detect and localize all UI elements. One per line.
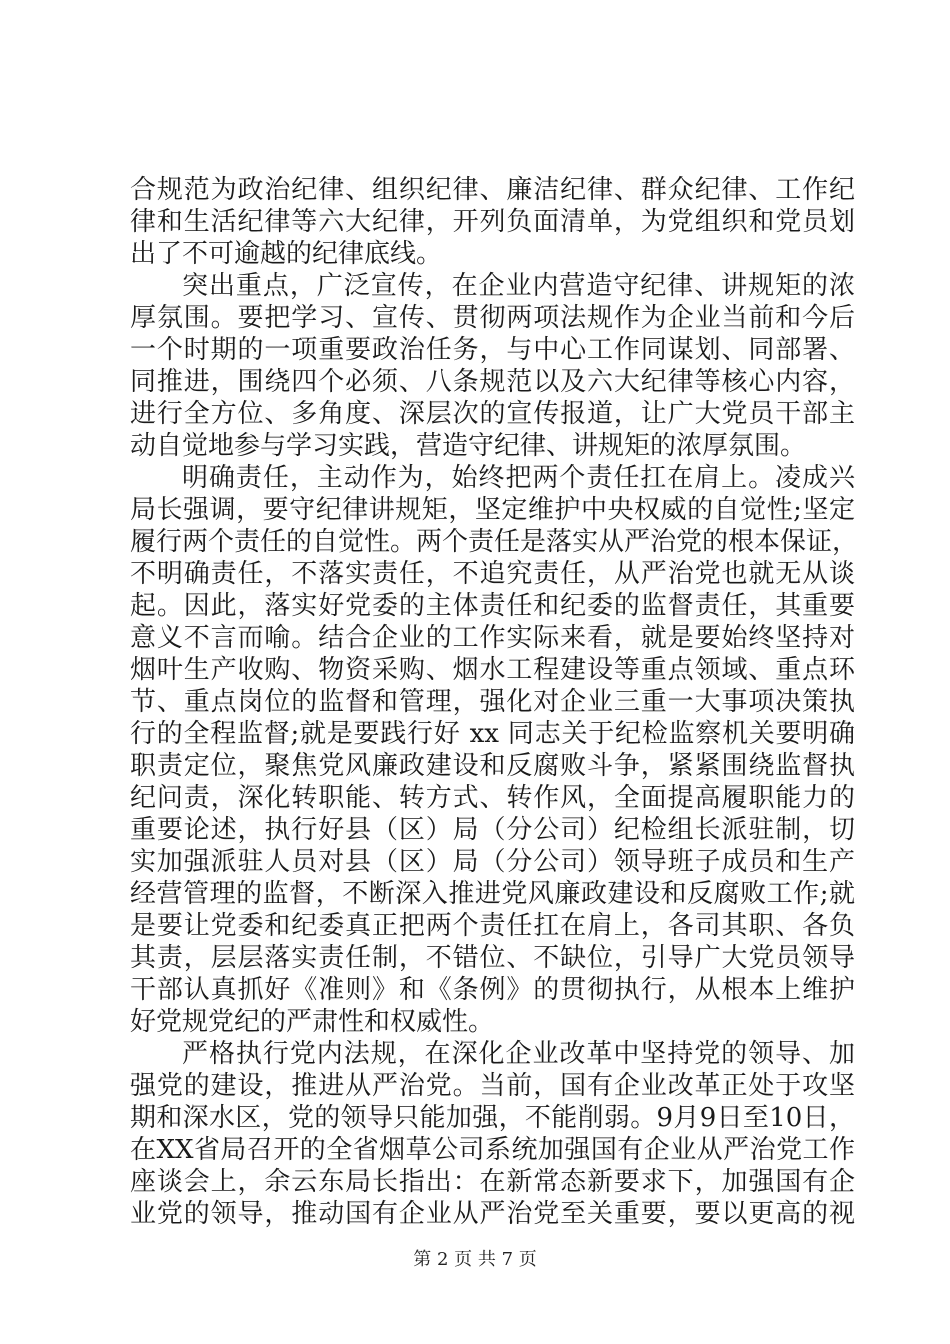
text-line: 期和深水区，党的领导只能加强，不能削弱。9月9日至10日， [130, 1103, 855, 1133]
text-line: 严格执行党内法规，在深化企业改革中坚持党的领导、加 [182, 1039, 855, 1069]
text-line: 干部认真抓好《准则》和《条例》的贯彻执行，从根本上维护 [130, 975, 855, 1005]
text-line: 厚氛围。要把学习、宣传、贯彻两项法规作为企业当前和今后 [130, 303, 855, 333]
text-line: 实加强派驻人员对县（区）局（分公司）领导班子成员和生产 [130, 847, 855, 877]
text-line: 动自觉地参与学习实践，营造守纪律、讲规矩的浓厚氛围。 [130, 431, 807, 461]
text-line: 行的全程监督;就是要践行好 xx 同志关于纪检监察机关要明确 [130, 719, 855, 749]
text-line: 职责定位，聚焦党风廉政建设和反腐败斗争，紧紧围绕监督执 [130, 751, 855, 781]
text-line: 是要让党委和纪委真正把两个责任扛在肩上，各司其职、各负 [130, 911, 855, 941]
text-line: 在XX省局召开的全省烟草公司系统加强国有企业从严治党工作 [130, 1135, 855, 1165]
text-line: 出了不可逾越的纪律底线。 [130, 239, 443, 269]
text-line: 纪问责，深化转职能、转方式、转作风，全面提高履职能力的 [130, 783, 855, 813]
text-line: 局长强调，要守纪律讲规矩，坚定维护中央权威的自觉性;坚定 [130, 495, 855, 525]
text-line: 同推进，围绕四个必须、八条规范以及六大纪律等核心内容， [130, 367, 855, 397]
text-line: 经营管理的监督，不断深入推进党风廉政建设和反腐败工作;就 [130, 879, 855, 909]
text-line: 起。因此，落实好党委的主体责任和纪委的监督责任，其重要 [130, 591, 855, 621]
text-line: 不明确责任，不落实责任，不追究责任，从严治党也就无从谈 [130, 559, 855, 589]
text-line: 履行两个责任的自觉性。两个责任是落实从严治党的根本保证， [130, 527, 859, 557]
page-footer [0, 1249, 950, 1271]
text-line: 进行全方位、多角度、深层次的宣传报道，让广大党员干部主 [130, 399, 855, 429]
text-line: 烟叶生产收购、物资采购、烟水工程建设等重点领域、重点环 [130, 655, 855, 685]
text-line: 强党的建设，推进从严治党。当前，国有企业改革正处于攻坚 [130, 1071, 855, 1101]
text-line: 节、重点岗位的监督和管理，强化对企业三重一大事项决策执 [130, 687, 855, 717]
text-line: 好党规党纪的严肃性和权威性。 [130, 1007, 495, 1037]
text-line: 合规范为政治纪律、组织纪律、廉洁纪律、群众纪律、工作纪 [130, 175, 855, 205]
text-line: 业党的领导，推动国有企业从严治党至关重要，要以更高的视 [130, 1199, 855, 1229]
text-line: 明确责任，主动作为，始终把两个责任扛在肩上。凌成兴 [182, 463, 855, 493]
text-line: 其责，层层落实责任制，不错位、不缺位，引导广大党员领导 [130, 943, 855, 973]
page-number-label: 第 2 页 共 7 页 [413, 1249, 537, 1270]
text-line: 突出重点，广泛宣传，在企业内营造守纪律、讲规矩的浓 [182, 271, 855, 301]
text-line: 律和生活纪律等六大纪律，开列负面清单，为党组织和党员划 [130, 207, 855, 237]
text-line: 意义不言而喻。结合企业的工作实际来看，就是要始终坚持对 [130, 623, 855, 653]
text-line: 一个时期的一项重要政治任务，与中心工作同谋划、同部署、 [130, 335, 855, 365]
text-line: 重要论述，执行好县（区）局（分公司）纪检组长派驻制，切 [130, 815, 855, 845]
text-line: 座谈会上，余云东局长指出：在新常态新要求下，加强国有企 [130, 1167, 855, 1197]
document-body [130, 174, 859, 1230]
